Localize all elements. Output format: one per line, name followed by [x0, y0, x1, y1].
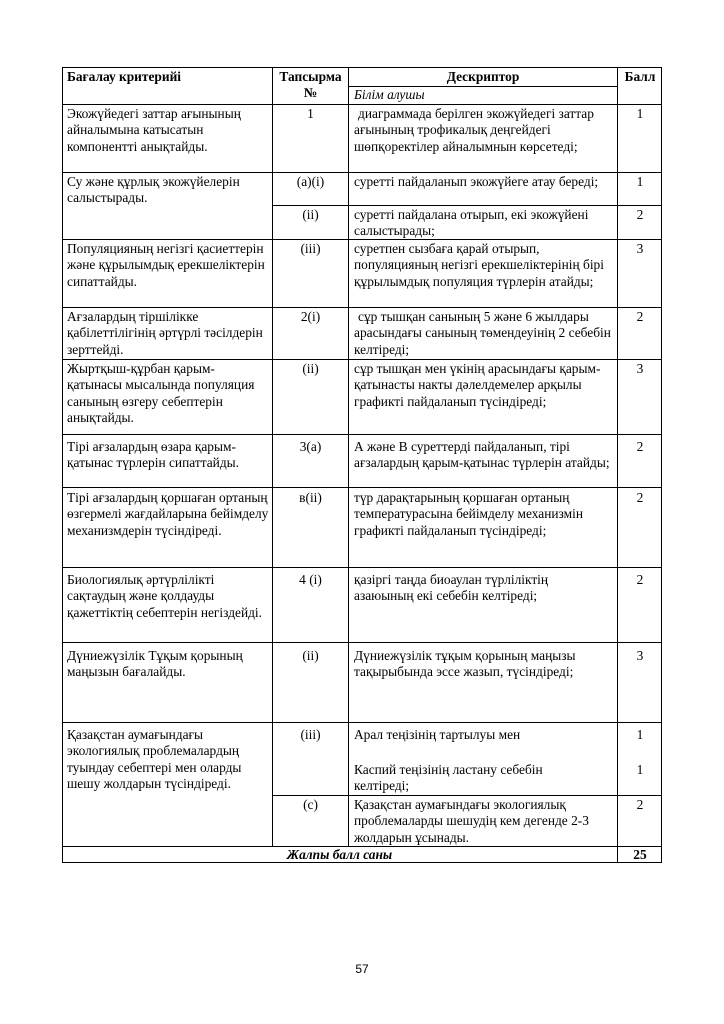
score-cell: 1 — [636, 174, 644, 189]
descriptor-cell: Дүниежүзілік тұқым қорының маңызы тақырыбында эссе жазып, түсіндіреді; — [354, 648, 576, 680]
descriptor-cell: қазіргі таңда биоаулан түрліліктің азаюының екі себебін келтіреді; — [354, 572, 549, 604]
task-cell: 2(i) — [300, 309, 321, 324]
header-task: Тапсырма № — [279, 69, 342, 101]
descriptor-cell: сұр тышқан мен үкінің арасындағы қарым-қатынасты накты дәлелдемелер арқылы графикті пайдаланып түсіндіреді; — [354, 361, 601, 409]
criterion-cell: Тірі ағзалардың өзара қарым-қатынас түрлерін сипаттайды. — [67, 439, 239, 471]
header-score: Балл — [624, 69, 656, 84]
criterion-cell: Жыртқыш-құрбан қарым-қатынасы мысалында популяция санының өзгеру себептерін анықтайды. — [67, 361, 255, 426]
total-value: 25 — [633, 847, 647, 862]
score-cell: 3 — [636, 648, 644, 663]
criterion-cell: Экожүйедегі заттар ағынының айналымына катысатын компоненттi анықтайды. — [67, 106, 241, 154]
criterion-cell: Қазақстан аумағындағы экологиялық проблемалардың туындау себептері мен оларды шешу жолдарын түсіндіреді. — [67, 727, 242, 792]
header-criteria: Бағалау критерийі — [67, 69, 182, 84]
task-cell: 1 — [307, 106, 314, 121]
task-cell: (ii) — [302, 361, 319, 376]
score-cell: 2 — [636, 490, 644, 505]
task-cell: в(ii) — [299, 490, 322, 505]
task-cell: (iii) — [300, 241, 321, 256]
task-cell: (ii) — [302, 648, 319, 663]
descriptor-cell: суретті пайдаланып экожүйеге атау береді; — [354, 174, 599, 189]
descriptor-cell: диаграммада берілген экожүйедегі заттар ағынының трофикалық деңгейдегі шөпқоректілер айналымнын көрсетеді; — [354, 106, 594, 154]
score-cell: 2 — [636, 309, 644, 324]
header-descriptor: Дескриптор — [446, 69, 520, 84]
task-cell: 3(a) — [299, 439, 322, 454]
descriptor-cell: суретпен сызбаға қарай отырып, популяцияның негізгі ерекшеліктерінің бірі құрылымдық популяция түрлерін атайды; — [354, 241, 604, 289]
criterion-cell: Су және құрлық экожүйелерін салыстырады. — [67, 174, 240, 206]
task-cell: (ii) — [302, 207, 319, 222]
criterion-cell: Ағзалардың тіршілікке қабілеттілігінің әртүрлі тәсілдерін зерттейді. — [67, 309, 263, 357]
criterion-cell: Популяцияның негізгі қасиеттерін және құрылымдық ерекшеліктерін сипаттайды. — [67, 241, 265, 289]
task-cell: (c) — [303, 797, 318, 812]
score-cell: 1 — [636, 106, 644, 121]
descriptor-cell: сұр тышқан санының 5 және 6 жылдары арасындағы санының төмендеуінің 2 себебін келтіреді; — [354, 309, 611, 357]
score-cell: 3 — [636, 241, 644, 256]
descriptor-cell: суретті пайдалана отырып, екі экожүйені салыстырады; — [354, 207, 589, 239]
score-cell: 2 — [636, 797, 644, 812]
score-cell: 2 — [636, 572, 644, 587]
task-cell: 4 (i) — [299, 572, 322, 587]
page-number: 57 — [355, 962, 369, 976]
score-cell: 3 — [636, 361, 644, 376]
criterion-cell: Дүниежүзілік Тұқым қорының маңызын бағалайды. — [67, 648, 243, 680]
score-cell: 2 — [636, 439, 644, 454]
task-cell: (iii) — [300, 727, 321, 742]
descriptor-cell-a: Арал теңізінің тартылуы мен — [354, 727, 521, 742]
total-label: Жалпы балл саны — [286, 847, 393, 862]
descriptor-cell-b: Каспий теңізінің ластану себебін келтіреді; — [354, 762, 543, 794]
criterion-cell: Тірі ағзалардың қоршаған ортаның өзгермелі жағдайларына бейімделу механизмдерін түсіндіреді. — [67, 490, 269, 538]
score-cell: 2 — [636, 207, 644, 222]
descriptor-cell: түр дарақтарының қоршаған ортаның температурасына бейімделу механизмін графикті пайдаланып түсіндіреді; — [354, 490, 583, 538]
criterion-cell: Биологиялық әртүрлілікті сақтаудың және қолдауды қажеттіктің себептерін негіздейді. — [67, 572, 263, 620]
score-cell-a: 1 — [636, 727, 644, 742]
descriptor-cell: Қазақстан аумағындағы экологиялық проблемаларды шешудің кем дегенде 2-3 жолдарын ұсынады. — [354, 797, 589, 845]
score-cell-b: 1 — [636, 762, 644, 777]
header-learner: Білім алушы — [354, 87, 425, 102]
descriptor-cell: А және В суреттерді пайдаланып, тірі ағзалардың қарым-қатынас түрлерін атайды; — [354, 439, 610, 471]
task-cell: (a)(i) — [296, 174, 325, 189]
